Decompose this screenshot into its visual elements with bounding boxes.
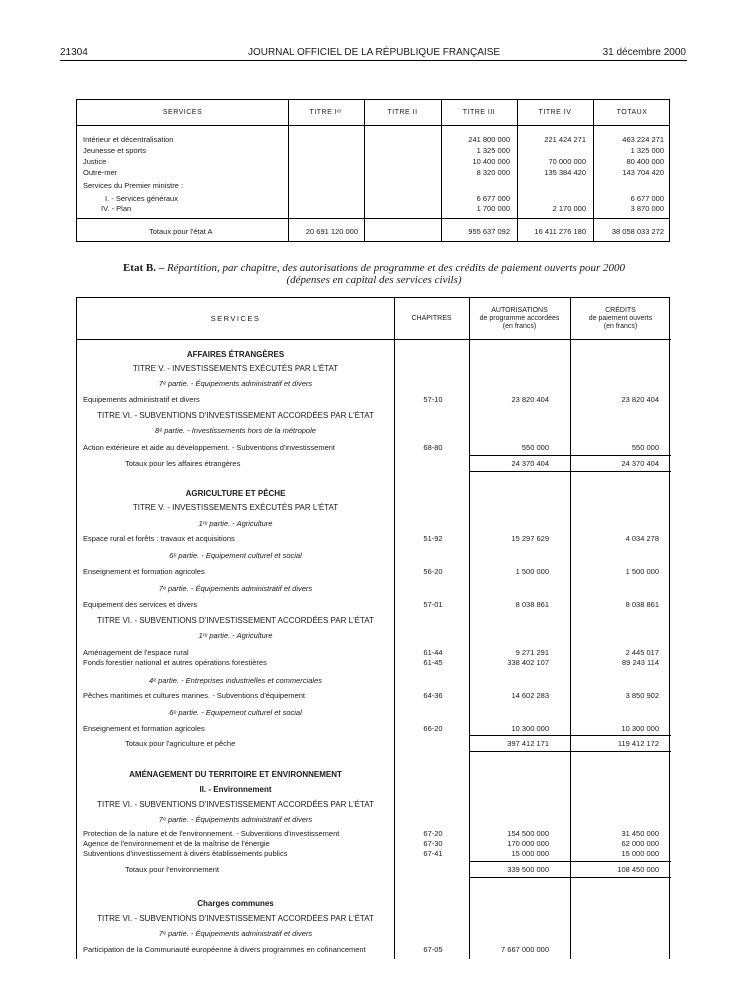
publication-date: 31 décembre 2000	[602, 47, 686, 58]
table-etat-a	[76, 99, 670, 242]
row-label: Enseignement et formation agricoles	[83, 567, 205, 576]
table-row	[77, 839, 671, 849]
col-header-titre-1: TITRE Iᵉʳ	[309, 109, 343, 116]
header-text: (en francs)	[603, 323, 638, 330]
cell-autorisations: 10 300 000	[511, 724, 549, 733]
row-label: Equipements administratif et divers	[83, 395, 200, 404]
cell-credits: 10 300 000	[621, 724, 659, 733]
total-label: Totaux pour l'agriculture et pêche	[125, 739, 236, 748]
cell-titre-4: 16 411 276 180	[534, 227, 586, 236]
cell-credits: 4 034 278	[625, 534, 659, 543]
titre-heading: TITRE V. - INVESTISSEMENTS EXÉCUTÉS PAR L'ÉTAT	[132, 503, 339, 512]
titre-heading: TITRE VI. - SUBVENTIONS D'INVESTISSEMENT ACCORDÉES PAR L'ÉTAT	[97, 914, 374, 923]
subtotal-rule	[469, 455, 671, 456]
row-label: Intérieur et décentralisation	[83, 135, 174, 144]
partie-heading: 8ᵉ partie. - Investissements hors de la métropole	[155, 426, 316, 435]
cell-credits: 15 000 000	[621, 849, 659, 858]
section-heading: AFFAIRES ÉTRANGÈRES	[186, 350, 285, 359]
cell-total: 463 224 271	[622, 135, 664, 144]
cell-titre-3: 1 325 000	[476, 146, 510, 155]
cell-autorisations: 15 297 629	[511, 534, 549, 543]
etat-b-title-line2: (dépenses en capital des services civils)	[286, 274, 462, 286]
table-row	[77, 849, 671, 859]
page-number: 21304	[60, 47, 88, 58]
col-header-titre-4: TITRE IV	[538, 109, 572, 116]
cell-chapitre: 67-20	[423, 829, 443, 838]
section-heading: AMÉNAGEMENT DU TERRITOIRE ET ENVIRONNEMENT	[129, 770, 342, 779]
cell-titre-3: 6 677 000	[476, 194, 510, 203]
row-label: Subventions d'investissement à divers établissements publics	[83, 849, 288, 858]
cell-autorisations: 15 000 000	[511, 849, 549, 858]
cell-total: 143 704 420	[622, 168, 664, 177]
cell-autorisations: 9 271 291	[515, 648, 549, 657]
cell-autorisations: 154 500 000	[507, 829, 549, 838]
row-label: Services du Premier ministre :	[83, 181, 184, 190]
cell-total: 38 058 033 272	[611, 227, 664, 236]
row-label: Participation de la Communauté européenne à divers programmes en cofinancement	[83, 945, 366, 954]
row-label: Aménagement de l'espace rural	[83, 648, 189, 657]
cell-credits: 2 445 017	[625, 648, 659, 657]
col-header-services: SERVICES	[162, 109, 203, 116]
cell-chapitre: 56-20	[423, 567, 443, 576]
cell-total: 80 400 000	[626, 157, 664, 166]
partie-heading: 6ᵉ partie. - Equipement culturel et social	[169, 708, 302, 717]
row-label: I. - Services généraux	[105, 194, 178, 203]
cell-chapitre: 61-44	[423, 648, 443, 657]
partie-heading: 1ʳᵉ partie. - Agriculture	[198, 519, 273, 528]
cell-chapitre: 66-20	[423, 724, 443, 733]
table-row	[77, 395, 671, 405]
cell-credits: 89 243 114	[622, 658, 659, 667]
total-row	[77, 227, 669, 237]
cell-autorisations: 8 038 861	[515, 600, 549, 609]
cell-autorisations: 397 412 171	[507, 739, 549, 748]
table-row	[77, 443, 671, 453]
col-header-totaux: TOTAUX	[616, 109, 648, 116]
cell-autorisations: 7 667 000 000	[501, 945, 549, 954]
table-etat-b	[76, 297, 670, 959]
cell-chapitre: 67-05	[423, 945, 443, 954]
titre-heading: TITRE VI. - SUBVENTIONS D'INVESTISSEMENT ACCORDÉES PAR L'ÉTAT	[97, 800, 374, 809]
cell-titre-4: 221 424 271	[544, 135, 586, 144]
cell-credits: 8 038 861	[625, 600, 659, 609]
table-row	[77, 168, 669, 178]
total-row	[77, 865, 671, 875]
row-label: Action extérieure et aide au développement. - Subventions d'investissement	[83, 443, 335, 452]
partie-heading: 6ᵉ partie. - Equipement culturel et social	[169, 551, 302, 560]
cell-chapitre: 68-80	[423, 443, 443, 452]
cell-titre-3: 241 800 000	[468, 135, 510, 144]
etat-b-label: Etat B. –	[122, 262, 165, 274]
cell-autorisations: 550 000	[521, 443, 549, 452]
table-row	[77, 135, 669, 145]
cell-total: 1 325 000	[630, 146, 664, 155]
cell-autorisations: 1 500 000	[515, 567, 549, 576]
row-label: Enseignement et formation agricoles	[83, 724, 205, 733]
cell-autorisations: 339 500 000	[507, 865, 549, 874]
cell-credits: 62 000 000	[621, 839, 659, 848]
cell-titre-3: 8 320 000	[476, 168, 510, 177]
cell-credits: 550 000	[631, 443, 659, 452]
journal-title: JOURNAL OFFICIEL DE LA RÉPUBLIQUE FRANÇAISE	[247, 47, 501, 58]
partie-heading: 4ᵉ partie. - Entreprises industrielles et commerciales	[149, 676, 322, 685]
col-header-autorisations	[469, 307, 570, 331]
header-text: de programme accordées	[479, 315, 560, 322]
row-label: Jeunesse et sports	[83, 146, 146, 155]
row-label: Justice	[83, 157, 107, 166]
cell-titre-4: 70 000 000	[548, 157, 586, 166]
partie-heading: 7ᵉ partie. - Équipements administratif et divers	[158, 379, 313, 388]
subtotal-rule	[469, 735, 671, 736]
subtotal-rule	[469, 877, 671, 878]
row-label: Fonds forestier national et autres opérations forestières	[83, 658, 267, 667]
table-row	[77, 600, 671, 610]
etat-b-title	[0, 262, 748, 286]
cell-chapitre: 57-10	[423, 395, 443, 404]
cell-chapitre: 67-30	[423, 839, 443, 848]
section-heading: Charges communes	[197, 899, 274, 908]
col-header-services: SERVICES	[210, 314, 261, 323]
table-row	[77, 204, 669, 214]
cell-credits: 3 850 902	[625, 691, 659, 700]
subtotal-rule	[469, 861, 671, 862]
partie-heading: 7ᵉ partie. - Équipements administratif et divers	[158, 929, 313, 938]
row-label: Pêches maritimes et cultures marines. - Subventions d'équipement	[83, 691, 305, 700]
table-row	[77, 658, 671, 668]
cell-autorisations: 338 402 107	[507, 658, 549, 667]
partie-heading: 7ᵉ partie. - Équipements administratif et divers	[158, 815, 313, 824]
cell-titre-3: 955 637 092	[468, 227, 510, 236]
total-label: Totaux pour les affaires étrangères	[125, 459, 241, 468]
partie-heading: 1ʳᵉ partie. - Agriculture	[198, 631, 273, 640]
cell-chapitre: 51-92	[423, 534, 443, 543]
cell-autorisations: 23 820 404	[511, 395, 549, 404]
cell-autorisations: 24 370 404	[511, 459, 549, 468]
col-header-titre-2: TITRE II	[387, 109, 418, 116]
header-text: AUTORISATIONS	[491, 307, 548, 314]
titre-heading: TITRE VI. - SUBVENTIONS D'INVESTISSEMENT ACCORDÉES PAR L'ÉTAT	[97, 616, 374, 625]
subtotal-rule	[469, 471, 671, 472]
table-row	[77, 157, 669, 167]
cell-chapitre: 64-36	[423, 691, 443, 700]
table-row	[77, 691, 671, 701]
cell-total: 6 677 000	[630, 194, 664, 203]
table-row	[77, 181, 669, 191]
cell-titre-1: 20 691 120 000	[305, 227, 358, 236]
row-label: Protection de la nature et de l'environnement. - Subventions d'investissement	[83, 829, 340, 838]
cell-total: 3 870 000	[630, 204, 664, 213]
cell-credits: 119 412 172	[617, 739, 659, 748]
row-label: Outre-mer	[83, 168, 118, 177]
row-label: Espace rural et forêts : travaux et acquisitions	[83, 534, 235, 543]
cell-credits: 23 820 404	[621, 395, 659, 404]
titre-heading: II. - Environnement	[199, 785, 272, 794]
table-row	[77, 829, 671, 839]
total-row	[77, 739, 671, 749]
cell-credits: 31 450 000	[621, 829, 659, 838]
cell-credits: 24 370 404	[621, 459, 659, 468]
cell-titre-3: 1 700 000	[476, 204, 510, 213]
header-rule	[60, 60, 687, 61]
row-label: Equipement des services et divers	[83, 600, 198, 609]
total-label: Totaux pour l'environnement	[125, 865, 219, 874]
cell-credits: 1 500 000	[625, 567, 659, 576]
subtotal-rule	[469, 751, 671, 752]
table-row	[77, 146, 669, 156]
table-row	[77, 567, 671, 577]
cell-autorisations: 170 000 000	[507, 839, 549, 848]
cell-titre-4: 135 384 420	[544, 168, 586, 177]
header-text: (en francs)	[502, 323, 537, 330]
cell-chapitre: 67-41	[423, 849, 443, 858]
col-header-credits	[570, 307, 671, 331]
table-row	[77, 724, 671, 734]
total-row	[77, 459, 671, 469]
cell-titre-4: 2 170 000	[552, 204, 586, 213]
section-heading: AGRICULTURE ET PÊCHE	[185, 489, 286, 498]
table-row	[77, 648, 671, 658]
col-header-chapitres: CHAPITRES	[411, 315, 452, 322]
total-label: Totaux pour l'état A	[149, 227, 213, 236]
header-text: de paiement ouverts	[588, 315, 653, 322]
cell-credits: 108 450 000	[617, 865, 659, 874]
titre-heading: TITRE VI. - SUBVENTIONS D'INVESTISSEMENT ACCORDÉES PAR L'ÉTAT	[97, 411, 374, 420]
table-row	[77, 534, 671, 544]
table-row	[77, 194, 669, 204]
partie-heading: 7ᵉ partie. - Équipements administratif et divers	[158, 584, 313, 593]
cell-chapitre: 61-45	[423, 658, 443, 667]
row-label: IV. - Plan	[101, 204, 132, 213]
header-text: CRÉDITS	[605, 307, 636, 314]
etat-b-title-line1: Répartition, par chapitre, des autorisations de programme et des crédits de paiement ouverts pour 2000	[166, 262, 626, 274]
row-label: Agence de l'environnement et de la maîtrise de l'énergie	[83, 839, 270, 848]
cell-titre-3: 10 400 000	[472, 157, 510, 166]
cell-autorisations: 14 602 283	[511, 691, 549, 700]
table-row	[77, 945, 671, 955]
col-header-titre-3: TITRE III	[462, 109, 496, 116]
titre-heading: TITRE V. - INVESTISSEMENTS EXÉCUTÉS PAR L'ÉTAT	[132, 364, 339, 373]
cell-chapitre: 57-01	[423, 600, 443, 609]
